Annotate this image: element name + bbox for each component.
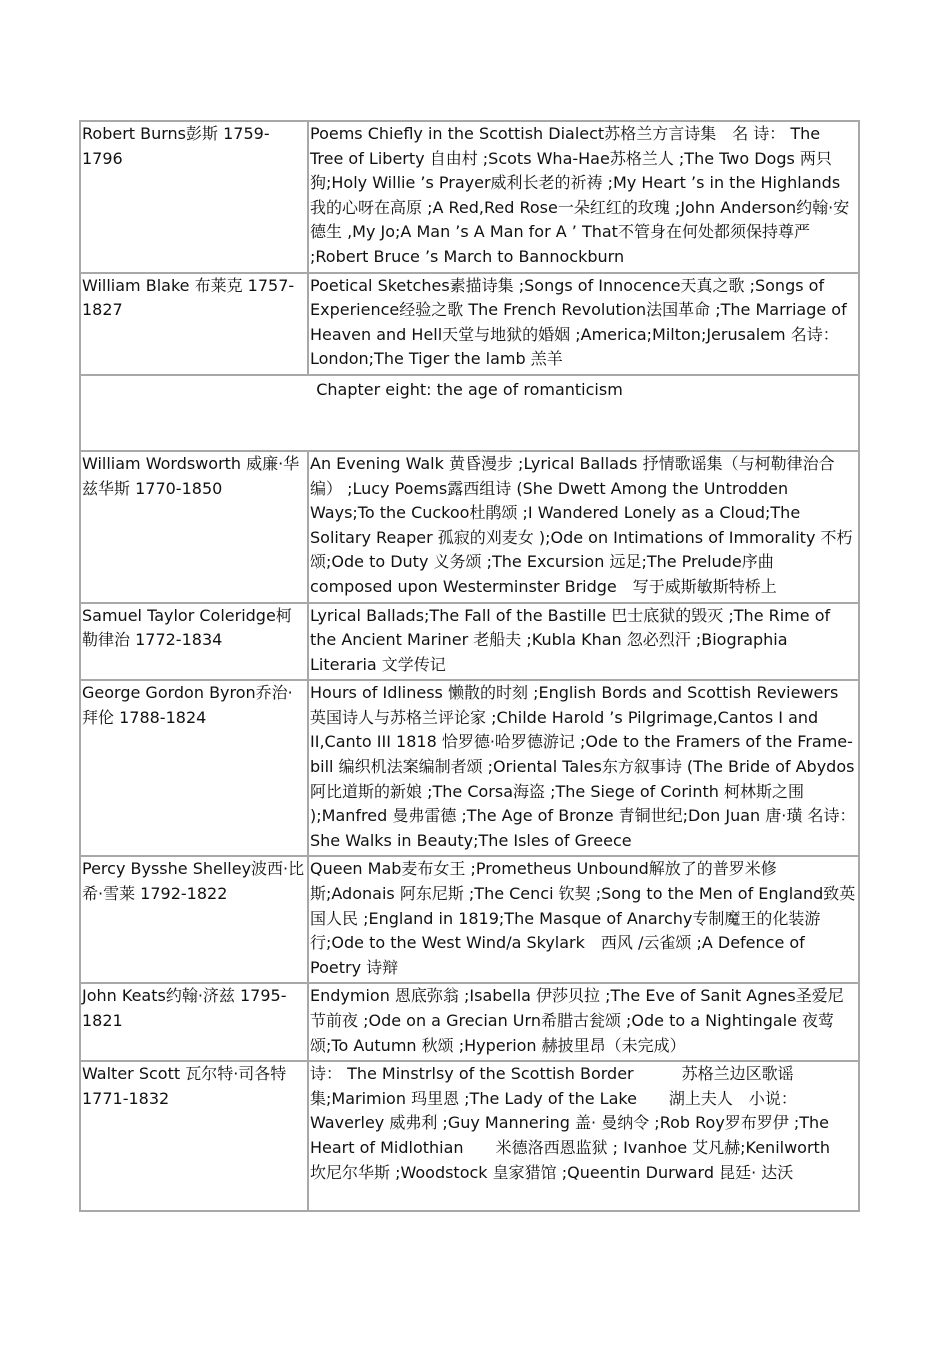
works-cell: Lyrical Ballads;The Fall of the Bastille 巴士底狱的毁灭 ;The Rime of the Ancient Mariner 老船夫 ;Kubla Khan 忽必烈汗 ;Biographia Literaria 文学传记 bbox=[308, 603, 859, 681]
author-cell: William Blake 布莱克 1757-1827 bbox=[80, 273, 308, 375]
chapter-heading-row bbox=[80, 375, 859, 451]
table-row bbox=[80, 856, 859, 983]
table-row bbox=[80, 680, 859, 856]
works-cell: Endymion 恩底弥翁 ;Isabella 伊莎贝拉 ;The Eve of Sanit Agnes圣爱尼节前夜 ;Ode on a Grecian Urn希腊古瓮颂 ;Ode to a Nightingale 夜莺颂;To Autumn 秋颂 ;Hyperion 赫披里昂（未完成） bbox=[308, 983, 859, 1061]
works-cell: Poems Chiefly in the Scottish Dialect苏格兰方言诗集 名 诗： The Tree of Liberty 自由村 ;Scots Wha-Hae苏格兰人 ;The Two Dogs 两只狗;Holy Willie ’s Prayer威利长老的祈祷 ;My Heart ’s in the Highlands 我的心呀在高原 ;A Red,Red Rose一朵红红的玫瑰 ;John Anderson约翰·安德生 ,My Jo;A Man ’s A Man for A ’ That不管身在何处都须保持尊严 ;Robert Bruce ’s March to Bannockburn bbox=[308, 121, 859, 273]
table-row bbox=[80, 273, 859, 375]
works-cell: Queen Mab麦布女王 ;Prometheus Unbound解放了的普罗米修斯;Adonais 阿东尼斯 ;The Cenci 钦契 ;Song to the Men of England致英国人民 ;England in 1819;The Masque of Anarchy专制魔王的化装游行;Ode to the West Wind/a Skylark 西风 /云雀颂 ;A Defence of Poetry 诗辩 bbox=[308, 856, 859, 983]
author-cell: John Keats约翰·济兹 1795-1821 bbox=[80, 983, 308, 1061]
authors-works-table bbox=[79, 120, 860, 1212]
table-row bbox=[80, 451, 859, 603]
author-cell: Walter Scott 瓦尔特·司各特 1771-1832 bbox=[80, 1061, 308, 1211]
table-row bbox=[80, 121, 859, 273]
author-cell: Percy Bysshe Shelley波西·比希·雪莱 1792-1822 bbox=[80, 856, 308, 983]
author-cell: George Gordon Byron乔治·拜伦 1788-1824 bbox=[80, 680, 308, 856]
table-row bbox=[80, 1061, 859, 1211]
works-cell: 诗： The Minstrlsy of the Scottish Border 苏格兰边区歌谣集;Marimion 玛里恩 ;The Lady of the Lake 湖上夫人 小说：Waverley 威弗利 ;Guy Mannering 盖· 曼纳令 ;Rob Roy罗布罗伊 ;The Heart of Midlothian 米德洛西恩监狱 ; Ivanhoe 艾凡赫;Kenilworth 坎尼尔华斯 ;Woodstock 皇家猎馆 ;Queentin Durward 昆廷· 达沃 bbox=[308, 1061, 859, 1211]
author-cell: Samuel Taylor Coleridge柯勒律治 1772-1834 bbox=[80, 603, 308, 681]
author-cell: Robert Burns彭斯 1759-1796 bbox=[80, 121, 308, 273]
chapter-heading: Chapter eight: the age of romanticism bbox=[80, 375, 859, 451]
works-cell: An Evening Walk 黄昏漫步 ;Lyrical Ballads 抒情歌谣集（与柯勒律治合编） ;Lucy Poems露西组诗 (She Dwett Among the Untrodden Ways;To the Cuckoo杜鹃颂 ;I Wandered Lonely as a Cloud;The Solitary Reaper 孤寂的刈麦女 );Ode on Intimations of Immorality 不朽颂;Ode to Duty 义务颂 ;The Excursion 远足;The Prelude序曲 composed upon Westerminster Bridge 写于威斯敏斯特桥上 bbox=[308, 451, 859, 603]
works-cell: Poetical Sketches素描诗集 ;Songs of Innocence天真之歌 ;Songs of Experience经验之歌 The French Revolution法国革命 ;The Marriage of Heaven and Hell天堂与地狱的婚姻 ;America;Milton;Jerusalem 名诗： London;The Tiger the lamb 羔羊 bbox=[308, 273, 859, 375]
table-row bbox=[80, 983, 859, 1061]
literature-table-page bbox=[79, 120, 858, 1212]
works-cell: Hours of Idliness 懒散的时刻 ;English Bords and Scottish Reviewers 英国诗人与苏格兰评论家 ;Childe Harold ’s Pilgrimage,Cantos I and II,Canto III 1818 恰罗德·哈罗德游记 ;Ode to the Framers of the Frame-bill 编织机法案编制者颂 ;Oriental Tales东方叙事诗 (The Bride of Abydos 阿比道斯的新娘 ;The Corsa海盗 ;The Siege of Corinth 柯林斯之围 );Manfred 曼弗雷德 ;The Age of Bronze 青铜世纪;Don Juan 唐·璜 名诗： She Walks in Beauty;The Isles of Greece bbox=[308, 680, 859, 856]
author-cell: William Wordsworth 威廉·华兹华斯 1770-1850 bbox=[80, 451, 308, 603]
table-row bbox=[80, 603, 859, 681]
